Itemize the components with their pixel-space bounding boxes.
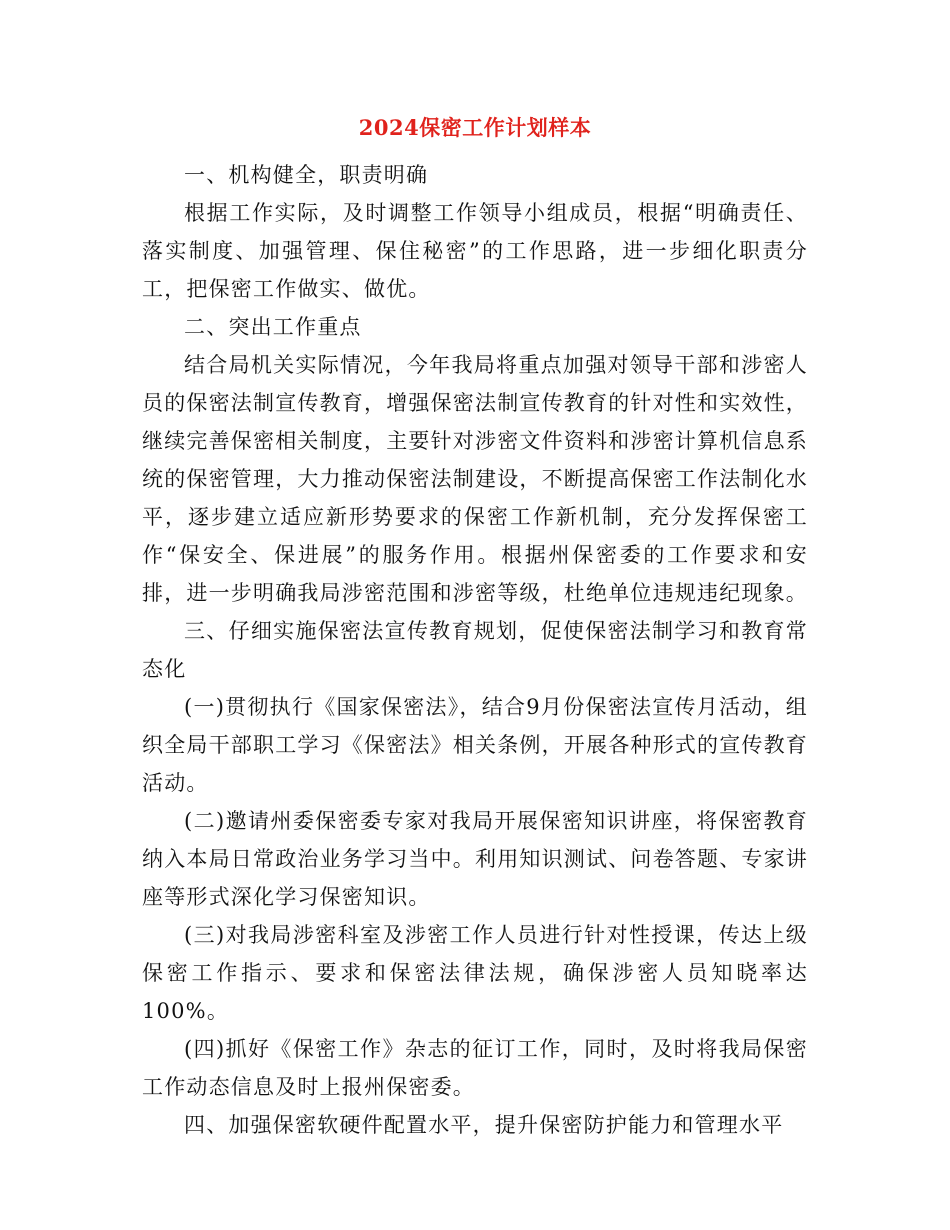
list-item: (二)邀请州委保密委专家对我局开展保密知识讲座，将保密教育纳入本局日常政治业务学习当中。利用知识测试、问卷答题、专家讲座等形式深化学习保密知识。 [142,809,808,909]
body-paragraph: 结合局机关实际情况，今年我局将重点加强对领导干部和涉密人员的保密法制宣传教育，增强保密法制宣传教育的针对性和实效性，继续完善保密相关制度，主要针对涉密文件资料和涉密计算机信息系统的保密管理，大力推动保密法制建设，不断提高保密工作法制化水平，逐步建立适应新形势要求的保密工作新机制，充分发挥保密工作“保安全、保进展”的服务作用。根据州保密委的工作要求和安排，进一步明确我局涉密范围和涉密等级，杜绝单位违规违纪现象。 [142,353,808,605]
document-title: 2024保密工作计划样本 [358,115,592,140]
section-heading-1: 一、机构健全，职责明确 [184,163,429,187]
section-heading-4: 四、加强保密软硬件配置水平，提升保密防护能力和管理水平 [184,1113,784,1137]
list-item: (一)贯彻执行《国家保密法》，结合9月份保密法宣传月活动，组织全局干部职工学习《保密法》相关条例，开展各种形式的宣传教育活动。 [142,695,808,795]
list-item: (三)对我局涉密科室及涉密工作人员进行针对性授课，传达上级保密工作指示、要求和保密法律法规，确保涉密人员知晓率达100%。 [142,923,808,1023]
section-heading-2: 二、突出工作重点 [184,315,362,339]
body-paragraph: 根据工作实际，及时调整工作领导小组成员，根据“明确责任、落实制度、加强管理、保住秘密”的工作思路，进一步细化职责分工，把保密工作做实、做优。 [142,201,808,301]
section-heading-3: 三、仔细实施保密法宣传教育规划，促使保密法制学习和教育常态化 [142,619,808,681]
list-item: (四)抓好《保密工作》杂志的征订工作，同时，及时将我局保密工作动态信息及时上报州保密委。 [142,1037,808,1099]
